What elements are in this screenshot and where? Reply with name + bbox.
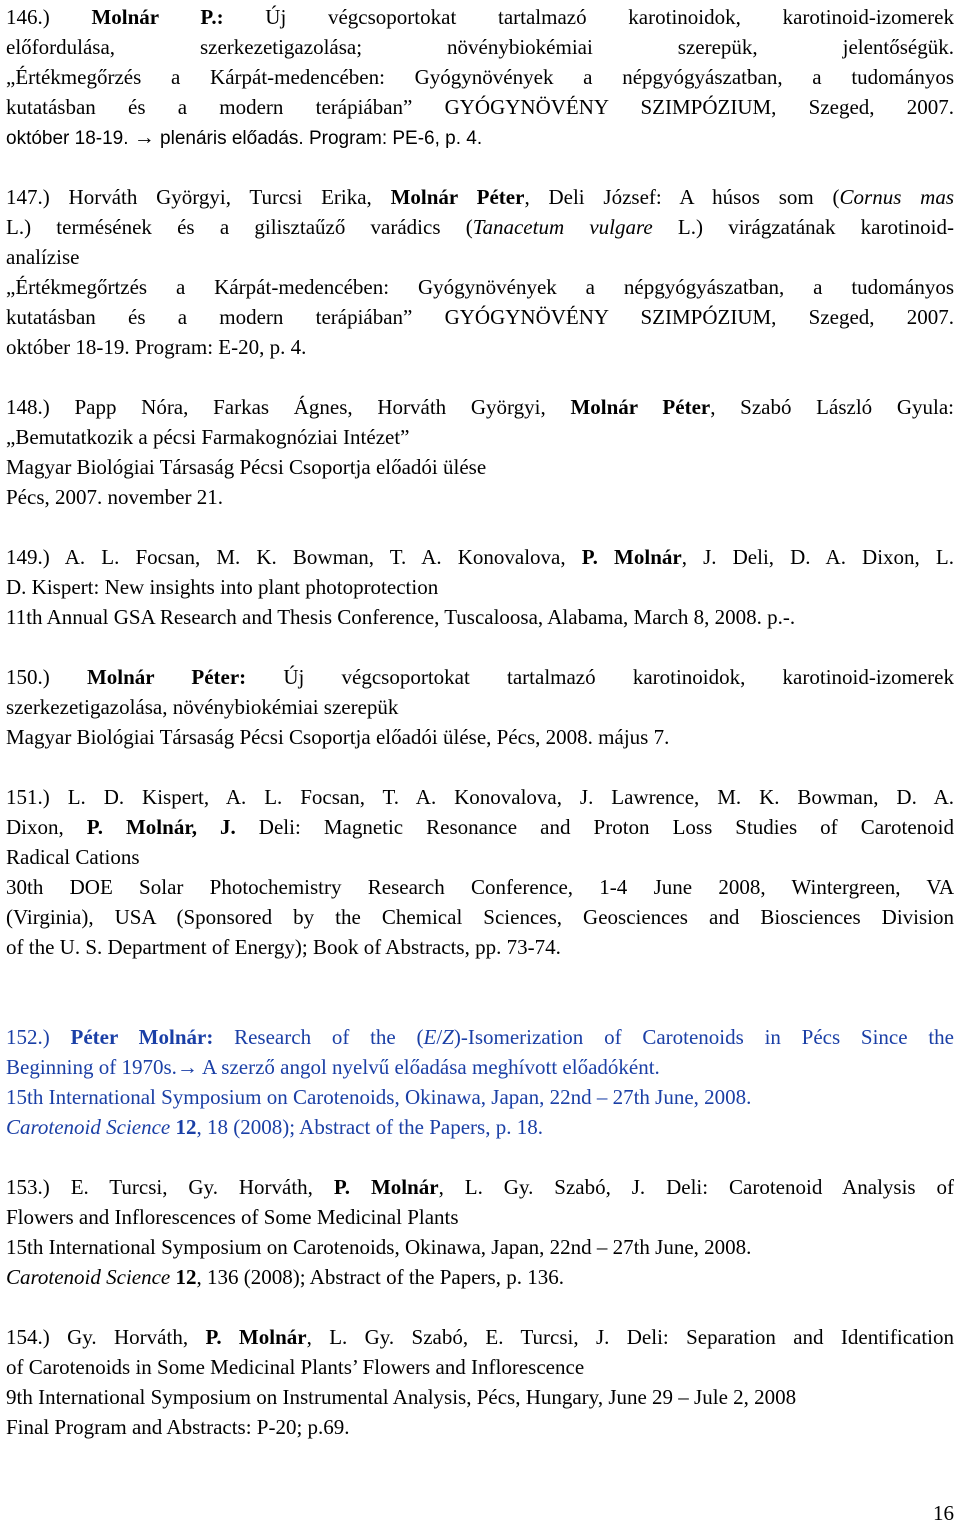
page-number: 16: [933, 1501, 954, 1525]
publication-153: 153.) E. Turcsi, Gy. Horváth, P. Molnár, L. Gy. Szabó, J. Deli: Carotenoid Analysis of Flowers and Inflorescences of Some Medicinal Plants 15th International Symposium on Carotenoids, Okinawa, Japan, 22nd – 27th June, 2008. Carotenoid Science 12, 136 (2008); Abstract of the Papers, p. 136.: [6, 1175, 955, 1289]
bold-author: Péter Molnár:: [70, 1025, 214, 1049]
publication-146: 146.) Molnár P.: Új végcsoportokat tartalmazó karotinoidok, karotinoid-izomerek előfordulása, szerkezetigazolása; növénybiokémiai szerepük, jelentőségük. „Értékmegőrzés a Kárpát-medencében: Gyógynövények a népgyógyászatban, a tudományos kutatásban és a modern terápiában” GYÓGYNÖVÉNY SZIMPÓZIUM, Szeged, 2007. október 18-19. → plenáris előadás. Program: PE-6, p. 4.: [6, 5, 954, 149]
arrow-right-icon: →: [176, 1055, 198, 1079]
bold-author: P. Molnár: [333, 1175, 439, 1199]
entry-number: 151.): [6, 785, 50, 809]
species-name: Tanacetum vulgare: [472, 215, 653, 239]
bold-author: Molnár P.:: [91, 5, 224, 29]
publication-list: [6, 2, 954, 1442]
entry-number: 147.): [6, 185, 50, 209]
entry-number: 146.): [6, 5, 50, 29]
bold-author: P. Molnár, J.: [86, 815, 236, 839]
species-name: Cornus mas: [839, 185, 954, 209]
bold-author: P. Molnár: [205, 1325, 307, 1349]
journal-name: Carotenoid Science: [6, 1115, 171, 1139]
bold-author: Molnár Péter:: [86, 665, 247, 689]
entry-number: 148.): [6, 395, 50, 419]
bold-author: Molnár Péter: [570, 395, 711, 419]
journal-name: Carotenoid Science: [6, 1265, 171, 1289]
publication-149: 149.) A. L. Focsan, M. K. Bowman, T. A. Konovalova, P. Molnár, J. Deli, D. A. Dixon, L. D. Kispert: New insights into plant photoprotection 11th Annual GSA Research and Thesis Conference, Tuscaloosa, Alabama, March 8, 2008. p.-.: [6, 545, 955, 629]
entry-number: 152.): [6, 1025, 50, 1049]
publication-148: 148.) Papp Nóra, Farkas Ágnes, Horváth Györgyi, Molnár Péter, Szabó László Gyula: „Bemutatkozik a pécsi Farmakognóziai Intézet” Magyar Biológiai Társaság Pécsi Csoportja előadói ülése Pécs, 2007. november 21.: [6, 395, 955, 509]
publication-150: 150.) Molnár Péter: Új végcsoportokat tartalmazó karotinoidok, karotinoid-izomerek szerkezetigazolása, növénybiokémiai szerepük Magyar Biológiai Társaság Pécsi Csoportja előadói ülése, Pécs, 2008. május 7.: [6, 665, 954, 749]
publication-154: 154.) Gy. Horváth, P. Molnár, L. Gy. Szabó, E. Turcsi, J. Deli: Separation and Identification of Carotenoids in Some Medicinal Plants’ Flowers and Inflorescence 9th International Symposium on Instrumental Analysis, Pécs, Hungary, June 29 – Jule 2, 2008 Final Program and Abstracts: P-20; p.69.: [6, 1325, 955, 1439]
bold-author: Molnár Péter: [390, 185, 525, 209]
entry-number: 154.): [6, 1325, 50, 1349]
journal-volume: 12: [175, 1265, 197, 1289]
publication-151: 151.) L. D. Kispert, A. L. Focsan, T. A. Konovalova, J. Lawrence, M. K. Bowman, D. A. Dixon, P. Molnár, J. Deli: Magnetic Resonance and Proton Loss Studies of Carotenoid Radical Cations 30th DOE Solar Photochemistry Research Conference, 1-4 June 2008, Wintergreen, VA (Virginia), USA (Sponsored by the Chemical Sciences, Geosciences and Biosciences Division of the U. S. Department of Energy); Book of Abstracts, pp. 73-74.: [6, 785, 955, 959]
entry-number: 150.): [6, 665, 50, 689]
entry-number: 149.): [6, 545, 50, 569]
publication-147: 147.) Horváth Györgyi, Turcsi Erika, Molnár Péter, Deli József: A húsos som (Cornus mas L.) termésének és a gilisztaűző varádics (Tanacetum vulgare L.) virágzatának karotinoid- analízise „Értékmegőrtzés a Kárpát-medencében: Gyógynövények a népgyógyászatban, a tudományos kutatásban és a modern terápiában” GYÓGYNÖVÉNY SZIMPÓZIUM, Szeged, 2007. október 18-19. Program: E-20, p. 4.: [6, 185, 954, 359]
publication-152: 152.) Péter Molnár: Research of the (E/Z)-Isomerization of Carotenoids in Pécs Since the Beginning of 1970s.→ A szerző angol nyelvű előadása meghívott előadóként. 15th International Symposium on Carotenoids, Okinawa, Japan, 22nd – 27th June, 2008. Carotenoid Science 12, 18 (2008); Abstract of the Papers, p. 18.: [6, 1025, 954, 1139]
entry-number: 153.): [6, 1175, 50, 1199]
arrow-right-icon: →: [133, 125, 155, 149]
journal-volume: 12: [175, 1115, 197, 1139]
bold-author: P. Molnár: [581, 545, 682, 569]
